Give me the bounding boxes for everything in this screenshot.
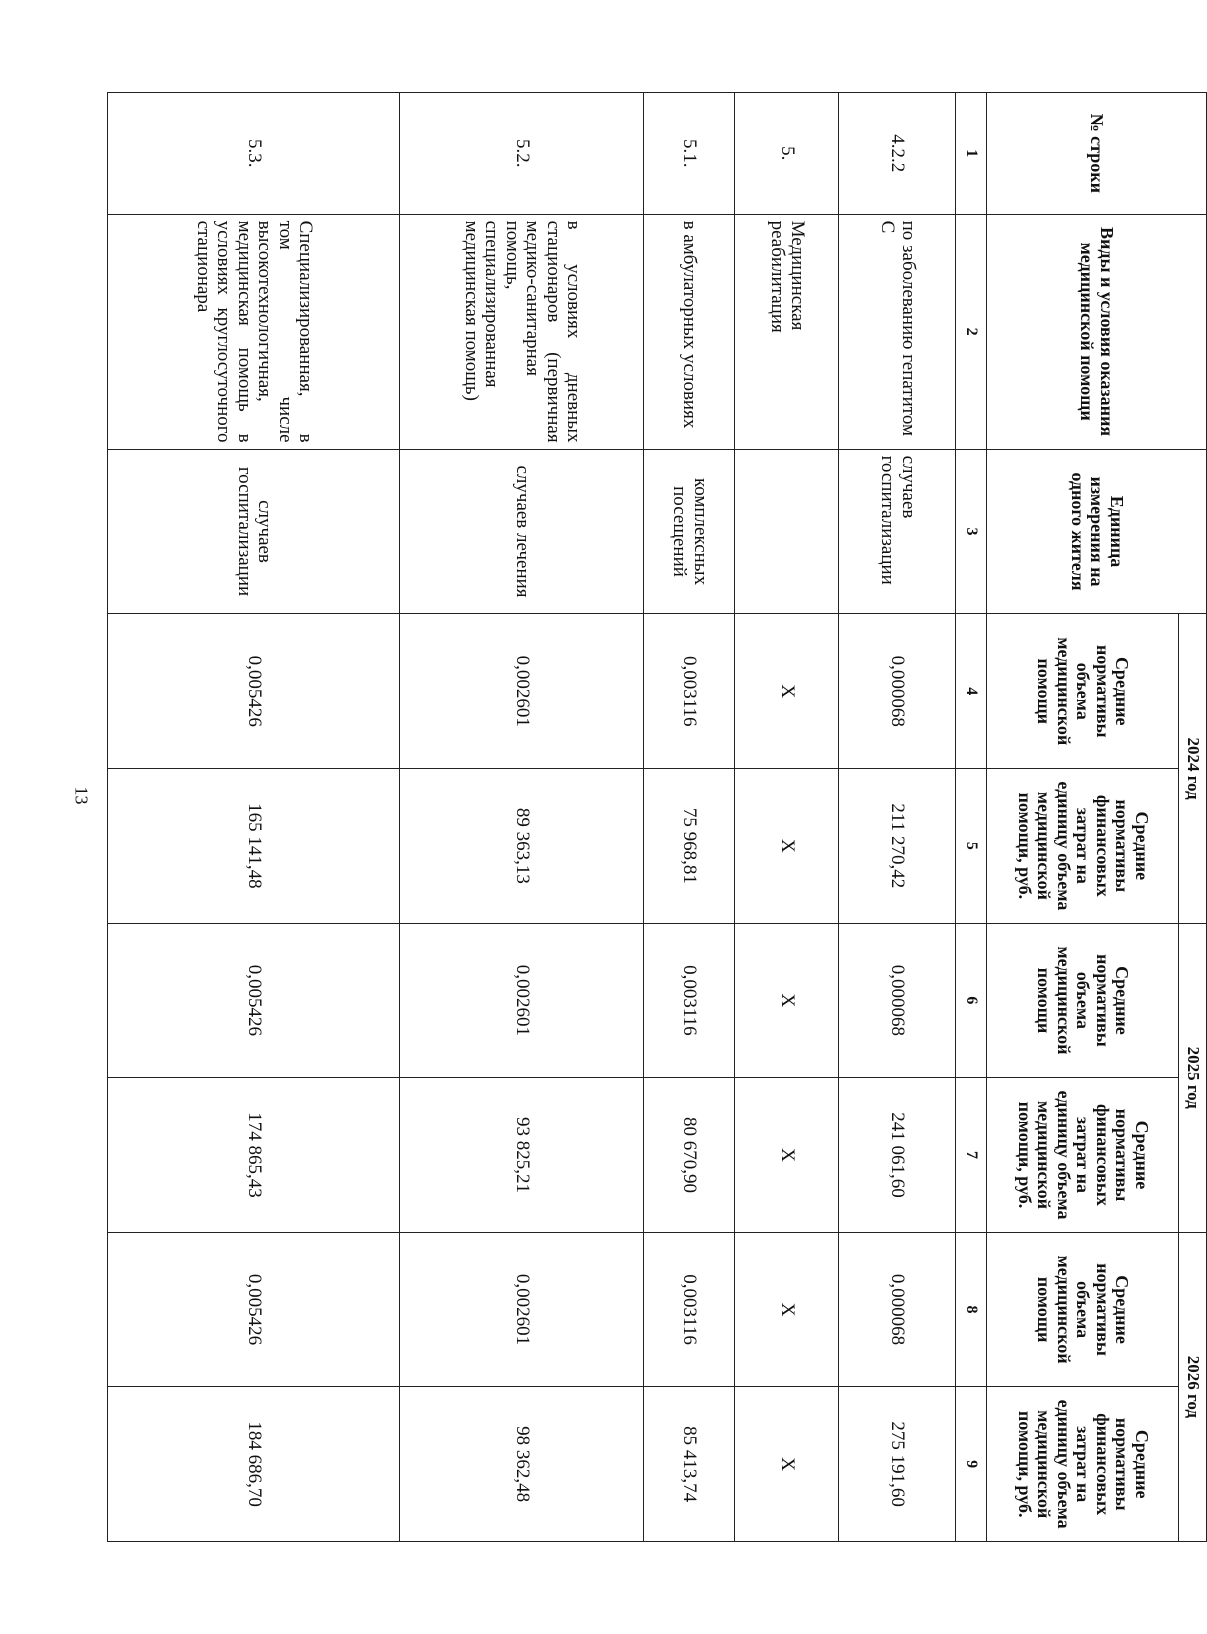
table-row [839, 93, 956, 1542]
cost-2026: 98 362,48 [400, 1387, 644, 1542]
cost-2025: 241 061,60 [839, 1078, 956, 1233]
header-row-no: № строки [987, 93, 1207, 215]
column-number: 9 [956, 1387, 987, 1542]
volume-2026: 0,005426 [108, 1232, 400, 1387]
page-number: 13 [71, 786, 92, 805]
cost-2026: 184 686,70 [108, 1387, 400, 1542]
cost-2026: X [735, 1387, 839, 1542]
table-row [400, 93, 644, 1542]
care-kind: Медицинская реабилитация [735, 214, 839, 449]
row-number: 5. [735, 93, 839, 215]
volume-2026: X [735, 1232, 839, 1387]
column-number: 1 [956, 93, 987, 215]
column-number: 3 [956, 449, 987, 614]
volume-2024: 0,002601 [400, 614, 644, 769]
cost-2024: 165 141,48 [108, 769, 400, 924]
volume-2025: 0,002601 [400, 923, 644, 1078]
header-unit: Единица измерения на одного жителя [987, 449, 1207, 614]
volume-2026: 0,000068 [839, 1232, 956, 1387]
cost-2026: 275 191,60 [839, 1387, 956, 1542]
header-volume-2025: Средние нормативы объема медицинской помощи [987, 923, 1179, 1078]
column-number: 6 [956, 923, 987, 1078]
unit-of-measure: случаев лечения [400, 449, 644, 614]
column-number: 2 [956, 214, 987, 449]
table-row [108, 93, 400, 1542]
row-number: 5.3. [108, 93, 400, 215]
table-row [735, 93, 839, 1542]
table-row [644, 93, 735, 1542]
row-number: 4.2.2 [839, 93, 956, 215]
header-year-2025: 2025 год [1179, 923, 1207, 1232]
volume-2025: 0,003116 [644, 923, 735, 1078]
header-volume-2024: Средние нормативы объема медицинской помощи [987, 614, 1179, 769]
cost-2024: X [735, 769, 839, 924]
header-cost-2026: Средние нормативы финансовых затрат на единицу объема медицинской помощи, руб. [987, 1387, 1179, 1542]
volume-2025: 0,005426 [108, 923, 400, 1078]
row-number: 5.1. [644, 93, 735, 215]
cost-2025: 174 865,43 [108, 1078, 400, 1233]
care-kind: Специализированная, в том числе высокотехнологичная, медицинская помощь в условиях круглосуточного стационара [108, 214, 400, 449]
care-kind: по заболеванию гепатитом С [839, 214, 956, 449]
unit-of-measure: случаев госпитализации [108, 449, 400, 614]
care-kind: в условиях дневных стационаров (первичная медико-санитарная помощь, специализированная медицинская помощь) [400, 214, 644, 449]
header-cost-2024: Средние нормативы финансовых затрат на единицу объема медицинской помощи, руб. [987, 769, 1179, 924]
cost-2024: 89 363,13 [400, 769, 644, 924]
cost-2026: 85 413,74 [644, 1387, 735, 1542]
volume-2024: 0,000068 [839, 614, 956, 769]
cost-2024: 211 270,42 [839, 769, 956, 924]
header-kinds: Виды и условия оказания медицинской помощи [987, 214, 1207, 449]
header-year-2024: 2024 год [1179, 614, 1207, 923]
header-year-2026: 2026 год [1179, 1232, 1207, 1541]
cost-2025: X [735, 1078, 839, 1233]
norms-table-wrapper [107, 92, 1207, 1542]
cost-2024: 75 968,81 [644, 769, 735, 924]
unit-of-measure: случаев госпитализации [839, 449, 956, 614]
unit-of-measure: комплексных посещений [644, 449, 735, 614]
cost-2025: 80 670,90 [644, 1078, 735, 1233]
column-number: 7 [956, 1078, 987, 1233]
volume-2025: X [735, 923, 839, 1078]
volume-2025: 0,000068 [839, 923, 956, 1078]
header-cost-2025: Средние нормативы финансовых затрат на единицу объема медицинской помощи, руб. [987, 1078, 1179, 1233]
column-number: 4 [956, 614, 987, 769]
volume-2024: X [735, 614, 839, 769]
volume-2024: 0,003116 [644, 614, 735, 769]
norms-table [107, 92, 1207, 1542]
row-number: 5.2. [400, 93, 644, 215]
cost-2025: 93 825,21 [400, 1078, 644, 1233]
care-kind: в амбулаторных условиях [644, 214, 735, 449]
unit-of-measure [735, 449, 839, 614]
volume-2026: 0,003116 [644, 1232, 735, 1387]
volume-2026: 0,002601 [400, 1232, 644, 1387]
header-volume-2026: Средние нормативы объема медицинской помощи [987, 1232, 1179, 1387]
column-number: 5 [956, 769, 987, 924]
volume-2024: 0,005426 [108, 614, 400, 769]
column-number: 8 [956, 1232, 987, 1387]
